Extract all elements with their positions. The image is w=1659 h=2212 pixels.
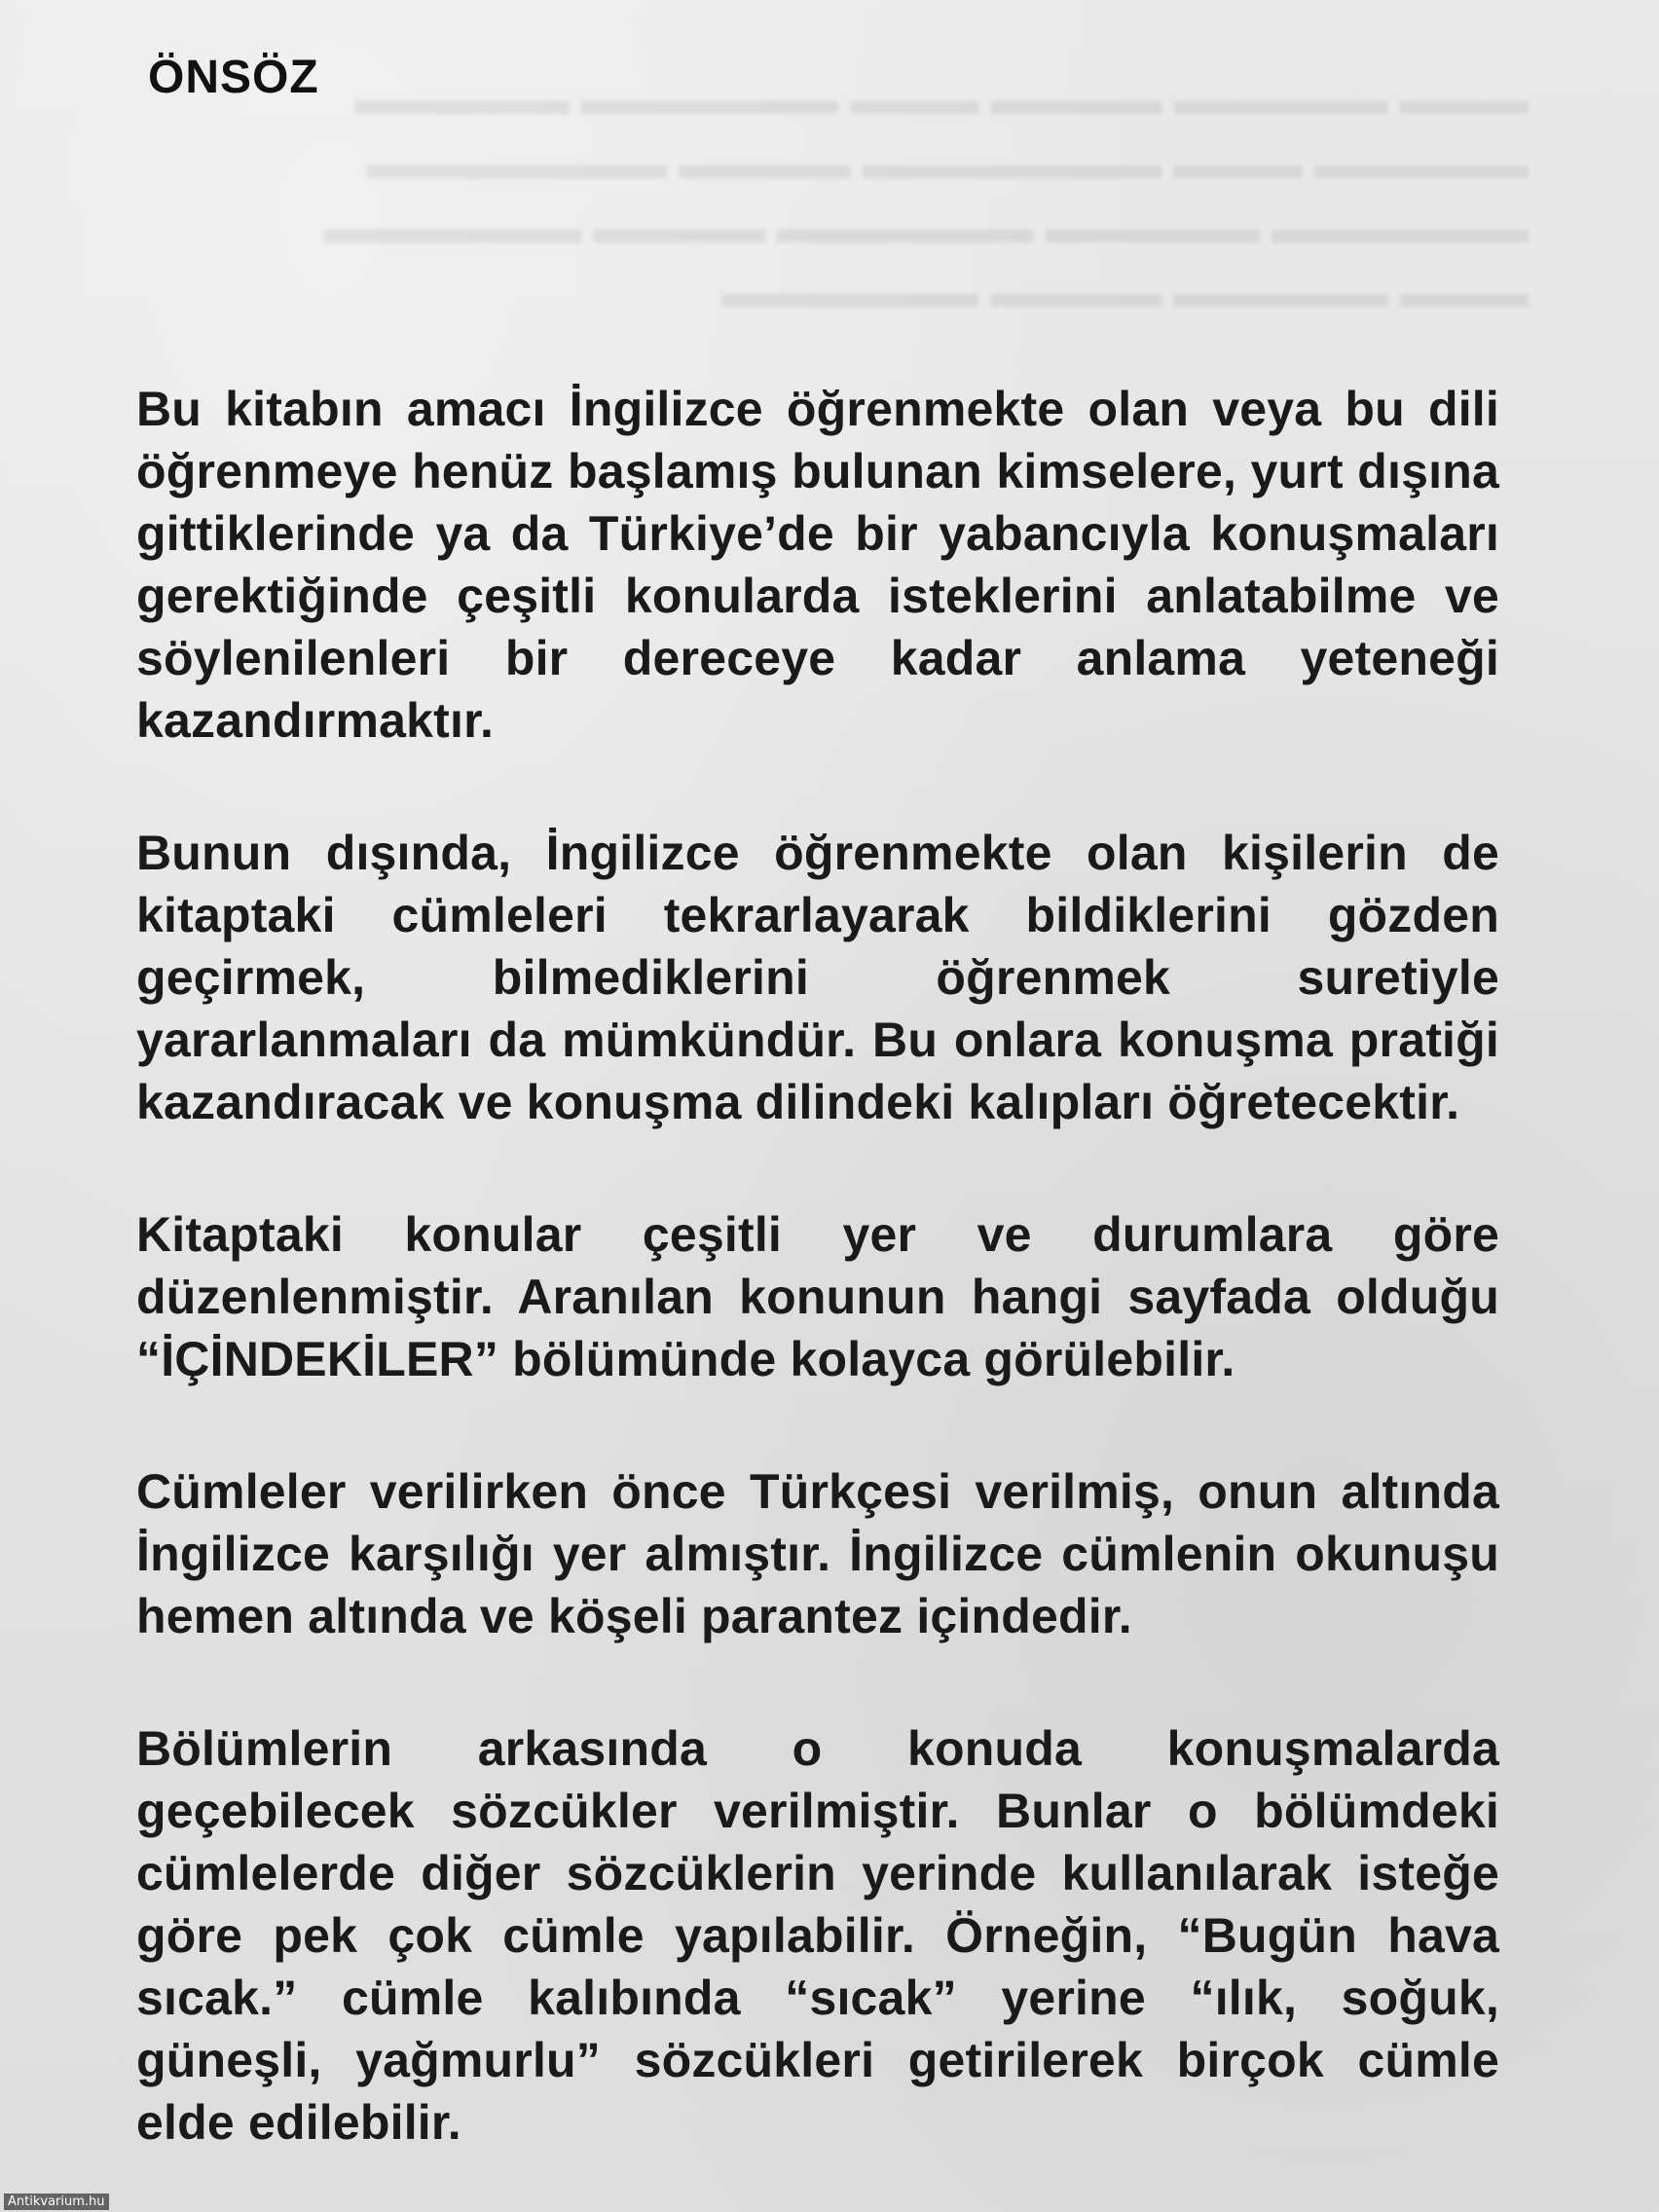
paragraph: Bölümlerin arkasında o konuda konuşmalarda geçebilecek sözcükler verilmiştir. Bunlar o bölümdeki cümlelerde diğer sözcüklerin yerinde kullanılarak isteğe göre pek çok cümle yapılabilir. Örneğin, “Bugün hava sıcak.” cümle kalıbında “sıcak” yerine “ılık, soğuk, güneşli, yağmurlu” sözcükleri getirilerek birçok cümle elde edilebilir.	[136, 1721, 1499, 2150]
page-title: ÖNSÖZ	[148, 52, 319, 103]
paragraph: Bunun dışında, İngilizce öğrenmekte olan kişilerin de kitaptaki cümleleri tekrarlayarak bildiklerini gözden geçirmek, bilmediklerini öğrenmek suretiyle yararlanmaları da mümkündür. Bu onlara konuşma pratiği kazandıracak ve konuşma dilindeki kalıpları öğretecektir.	[136, 826, 1499, 1129]
source-watermark: Antikvarium.hu	[4, 2194, 109, 2210]
bleed-through-texture: ▬▬▬ ▬▬▬▬▬ ▬▬▬▬ ▬▬▬ ▬▬▬▬▬▬ ▬▬▬▬▬ ▬▬▬▬▬ ▬▬▬ ▬▬▬▬▬▬▬ ▬▬▬▬ ▬▬▬▬▬▬▬ ▬▬▬▬▬▬ ▬▬▬▬▬ ▬▬▬▬▬▬ ▬▬▬▬ ▬▬▬▬▬▬ ▬▬▬ ▬▬▬▬▬ ▬▬▬▬ ▬▬▬▬▬▬	[324, 76, 1529, 316]
paragraph: Bu kitabın amacı İngilizce öğrenmekte olan veya bu dili öğrenmeye henüz başlamış bulunan kimselere, yurt dışına gittiklerinde ya da Türkiye’de bir yabancıyla konuşmaları gerektiğinde çeşitli konularda isteklerini anlatabilme ve söylenilenleri bir dereceye kadar anlama yeteneği kazandırmaktır.	[136, 382, 1499, 748]
paragraph: Cümleler verilirken önce Türkçesi verilmiş, onun altında İngilizce karşılığı yer almıştır. İngilizce cümlenin okunuşu hemen altında ve köşeli parantez içindedir.	[136, 1464, 1499, 1643]
preface-body	[136, 378, 1499, 2154]
paragraph: Kitaptaki konular çeşitli yer ve durumlara göre düzenlenmiştir. Aranılan konunun hangi sayfada olduğu “İÇİNDEKİLER” bölümünde kolayca görülebilir.	[136, 1207, 1499, 1386]
